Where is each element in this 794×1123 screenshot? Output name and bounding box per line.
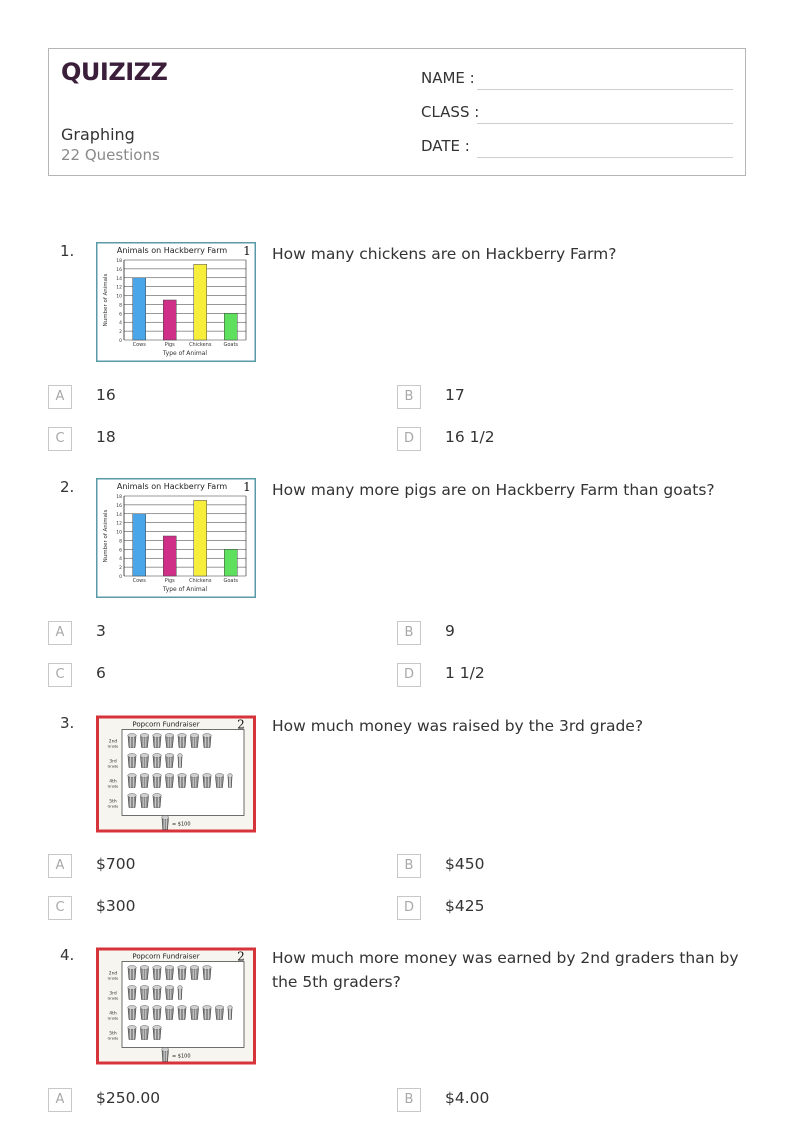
bucket-body bbox=[178, 1009, 186, 1020]
bar bbox=[194, 500, 207, 576]
x-tick-label: Cows bbox=[132, 342, 146, 348]
bar bbox=[163, 536, 176, 576]
bucket-body bbox=[203, 1009, 211, 1020]
popcorn-top bbox=[165, 966, 174, 970]
date-field[interactable] bbox=[421, 137, 733, 161]
popcorn-icon bbox=[140, 966, 149, 980]
popcorn-top bbox=[140, 734, 149, 738]
y-tick-label: 12 bbox=[116, 521, 122, 527]
popcorn-top bbox=[128, 794, 137, 798]
option-value: 18 bbox=[96, 428, 116, 446]
popcorn-icon bbox=[165, 986, 174, 1000]
bar bbox=[224, 549, 237, 576]
option-letter: B bbox=[397, 385, 421, 409]
worksheet-header bbox=[48, 48, 746, 176]
popcorn-top bbox=[153, 774, 162, 778]
y-tick-label: 14 bbox=[116, 276, 122, 282]
y-tick-label: 16 bbox=[116, 267, 122, 273]
y-tick-label: 0 bbox=[119, 339, 122, 344]
popcorn-top bbox=[153, 794, 162, 798]
popcorn-icon bbox=[203, 734, 212, 748]
row-label-sub: Grade bbox=[107, 764, 119, 769]
bucket-body bbox=[141, 797, 149, 808]
name-field[interactable] bbox=[421, 69, 733, 93]
popcorn-top bbox=[128, 1006, 137, 1010]
bar bbox=[224, 313, 237, 340]
y-tick-label: 14 bbox=[116, 512, 122, 518]
legend-text: = $100 bbox=[172, 1053, 191, 1060]
y-tick-label: 6 bbox=[119, 548, 122, 554]
popcorn-top bbox=[178, 734, 187, 738]
bucket-body bbox=[128, 1009, 136, 1020]
y-tick-label: 2 bbox=[119, 330, 122, 336]
popcorn-icon bbox=[178, 734, 187, 748]
chart-number: 1 bbox=[243, 244, 251, 258]
question-number: 1. bbox=[60, 242, 75, 260]
popcorn-icon bbox=[128, 794, 137, 808]
bucket-body bbox=[128, 737, 136, 748]
popcorn-icon bbox=[203, 774, 212, 788]
popcorn-icon bbox=[190, 734, 199, 748]
x-axis-label: Type of Animal bbox=[162, 586, 208, 593]
bucket-body bbox=[153, 969, 161, 980]
chart-number: 2 bbox=[237, 949, 245, 964]
bucket-body bbox=[191, 1009, 199, 1020]
row-label-sub: Grade bbox=[107, 804, 119, 809]
question-number: 4. bbox=[60, 946, 75, 964]
popcorn-top bbox=[178, 1006, 187, 1010]
row-label: 2nd bbox=[108, 739, 118, 745]
y-tick-label: 4 bbox=[119, 557, 122, 563]
bucket-body bbox=[141, 1009, 149, 1020]
popcorn-top bbox=[128, 734, 137, 738]
bar-chart-image bbox=[96, 478, 256, 598]
bucket-body bbox=[166, 969, 174, 980]
popcorn-icon bbox=[153, 966, 162, 980]
option-letter: A bbox=[48, 854, 72, 878]
popcorn-icon bbox=[128, 966, 137, 980]
option-letter: C bbox=[48, 427, 72, 451]
bucket-body bbox=[153, 777, 161, 788]
x-axis-label: Type of Animal bbox=[162, 350, 208, 357]
popcorn-icon bbox=[165, 734, 174, 748]
question-text: How much money was raised by the 3rd grade? bbox=[272, 717, 644, 735]
popcorn-top bbox=[153, 734, 162, 738]
bar bbox=[163, 300, 176, 340]
popcorn-top bbox=[153, 1006, 162, 1010]
popcorn-icon bbox=[153, 794, 162, 808]
option-value: 1 1/2 bbox=[445, 664, 485, 682]
popcorn-top bbox=[128, 966, 137, 970]
question-count: 22 Questions bbox=[61, 146, 160, 164]
option-value: 3 bbox=[96, 622, 106, 640]
worksheet-title: Graphing bbox=[61, 125, 135, 144]
chart-title: Popcorn Fundraiser bbox=[132, 720, 200, 729]
popcorn-top bbox=[140, 986, 149, 990]
popcorn-icon bbox=[140, 734, 149, 748]
popcorn-top bbox=[140, 774, 149, 778]
row-label-sub: Grade bbox=[107, 976, 119, 981]
bucket-body bbox=[191, 969, 199, 980]
popcorn-top bbox=[153, 966, 162, 970]
popcorn-icon bbox=[153, 734, 162, 748]
popcorn-top bbox=[165, 734, 174, 738]
popcorn-icon bbox=[153, 774, 162, 788]
bucket-body bbox=[128, 969, 136, 980]
name-label: NAME : bbox=[421, 69, 475, 87]
bucket-body bbox=[178, 969, 186, 980]
popcorn-icon bbox=[153, 754, 162, 768]
bucket-body bbox=[178, 737, 186, 748]
class-field[interactable] bbox=[421, 103, 733, 127]
popcorn-top bbox=[203, 966, 212, 970]
option-value: 16 1/2 bbox=[445, 428, 495, 446]
option-value: $250.00 bbox=[96, 1089, 161, 1107]
row-label: 3rd bbox=[109, 991, 117, 997]
y-tick-label: 8 bbox=[119, 303, 122, 309]
option-letter: A bbox=[48, 385, 72, 409]
popcorn-top bbox=[153, 986, 162, 990]
bucket-body bbox=[153, 737, 161, 748]
y-axis-label: Number of Animals bbox=[103, 273, 109, 327]
x-tick-label: Goats bbox=[223, 342, 239, 348]
popcorn-icon bbox=[140, 774, 149, 788]
pictograph-image bbox=[96, 714, 256, 834]
popcorn-icon bbox=[128, 1026, 137, 1040]
question-text: How many more pigs are on Hackberry Farm than goats? bbox=[272, 481, 715, 499]
popcorn-top bbox=[165, 774, 174, 778]
option-value: 16 bbox=[96, 386, 116, 404]
bar bbox=[133, 514, 146, 576]
y-tick-label: 18 bbox=[116, 259, 122, 264]
popcorn-top bbox=[215, 774, 224, 778]
row-label-sub: Grade bbox=[107, 784, 119, 789]
bucket-body bbox=[141, 777, 149, 788]
popcorn-icon-partial bbox=[228, 1006, 233, 1020]
popcorn-icon bbox=[128, 774, 137, 788]
y-tick-label: 4 bbox=[119, 321, 122, 327]
bucket-body bbox=[166, 989, 174, 1000]
row-label: 2nd bbox=[108, 971, 118, 977]
popcorn-icon bbox=[140, 1006, 149, 1020]
bucket-body bbox=[228, 777, 232, 788]
popcorn-top bbox=[203, 1006, 212, 1010]
legend-popcorn-icon bbox=[162, 816, 169, 830]
legend-text: = $100 bbox=[172, 821, 191, 828]
bucket-body bbox=[153, 1029, 161, 1040]
row-label-sub: Grade bbox=[107, 744, 119, 749]
y-axis-label: Number of Animals bbox=[103, 509, 109, 563]
popcorn-top bbox=[128, 774, 137, 778]
chart-title: Popcorn Fundraiser bbox=[132, 952, 200, 961]
popcorn-top bbox=[178, 754, 183, 758]
popcorn-icon bbox=[190, 966, 199, 980]
bucket-body bbox=[203, 777, 211, 788]
popcorn-icon bbox=[140, 754, 149, 768]
popcorn-icon bbox=[178, 774, 187, 788]
y-tick-label: 8 bbox=[119, 539, 122, 545]
row-label-sub: Grade bbox=[107, 1036, 119, 1041]
bucket-body bbox=[216, 1009, 224, 1020]
popcorn-icon bbox=[128, 986, 137, 1000]
date-label: DATE : bbox=[421, 137, 470, 155]
option-value: $425 bbox=[445, 897, 485, 915]
option-value: $700 bbox=[96, 855, 136, 873]
popcorn-icon bbox=[178, 966, 187, 980]
popcorn-icon bbox=[165, 774, 174, 788]
popcorn-top bbox=[140, 966, 149, 970]
bucket-body bbox=[141, 989, 149, 1000]
bucket-body bbox=[166, 1009, 174, 1020]
bucket-body bbox=[128, 777, 136, 788]
popcorn-icon bbox=[153, 986, 162, 1000]
y-tick-label: 10 bbox=[116, 530, 122, 536]
bucket-body bbox=[128, 1029, 136, 1040]
popcorn-top bbox=[178, 986, 183, 990]
y-tick-label: 16 bbox=[116, 503, 122, 509]
chart-title: Animals on Hackberry Farm bbox=[116, 482, 228, 491]
popcorn-top bbox=[128, 1026, 137, 1030]
bucket-body bbox=[141, 969, 149, 980]
popcorn-icon bbox=[165, 966, 174, 980]
question-text: How many chickens are on Hackberry Farm? bbox=[272, 245, 617, 263]
popcorn-icon bbox=[128, 1006, 137, 1020]
option-letter: B bbox=[397, 621, 421, 645]
bucket-body bbox=[128, 757, 136, 768]
option-letter: A bbox=[48, 1088, 72, 1112]
popcorn-top bbox=[162, 1048, 169, 1052]
row-label-sub: Grade bbox=[107, 996, 119, 1001]
option-value: $300 bbox=[96, 897, 136, 915]
popcorn-top bbox=[162, 816, 169, 820]
option-letter: C bbox=[48, 663, 72, 687]
popcorn-top bbox=[140, 1026, 149, 1030]
popcorn-top bbox=[165, 754, 174, 758]
bucket-body bbox=[191, 737, 199, 748]
popcorn-top bbox=[190, 966, 199, 970]
row-label: 4th bbox=[109, 1011, 117, 1017]
bucket-body bbox=[153, 989, 161, 1000]
bucket-body bbox=[228, 1009, 232, 1020]
bar bbox=[133, 278, 146, 340]
question-number: 3. bbox=[60, 714, 75, 732]
popcorn-icon bbox=[190, 1006, 199, 1020]
popcorn-top bbox=[128, 754, 137, 758]
popcorn-icon bbox=[128, 754, 137, 768]
option-value: 6 bbox=[96, 664, 106, 682]
popcorn-icon bbox=[190, 774, 199, 788]
popcorn-top bbox=[178, 966, 187, 970]
option-letter: D bbox=[397, 896, 421, 920]
popcorn-icon bbox=[140, 1026, 149, 1040]
bucket-body bbox=[162, 819, 168, 830]
chart-number: 1 bbox=[243, 480, 251, 494]
bucket-body bbox=[203, 969, 211, 980]
x-tick-label: Goats bbox=[223, 578, 239, 584]
bucket-body bbox=[153, 757, 161, 768]
popcorn-top bbox=[178, 774, 187, 778]
quizizz-logo: QUIZIZZ bbox=[61, 58, 168, 86]
class-line bbox=[477, 123, 733, 124]
bucket-body bbox=[166, 777, 174, 788]
bucket-body bbox=[153, 1009, 161, 1020]
question-text: How much more money was earned by 2nd graders than by the 5th graders? bbox=[272, 949, 739, 991]
legend-popcorn-icon bbox=[162, 1048, 169, 1062]
popcorn-icon-partial bbox=[228, 774, 233, 788]
popcorn-icon bbox=[165, 754, 174, 768]
row-label: 3rd bbox=[109, 759, 117, 765]
bucket-body bbox=[166, 757, 174, 768]
x-tick-label: Pigs bbox=[164, 342, 175, 348]
popcorn-icon bbox=[140, 794, 149, 808]
popcorn-top bbox=[190, 774, 199, 778]
bucket-body bbox=[153, 797, 161, 808]
option-letter: D bbox=[397, 663, 421, 687]
popcorn-icon bbox=[178, 1006, 187, 1020]
bar-chart-image bbox=[96, 242, 256, 362]
bucket-body bbox=[141, 737, 149, 748]
popcorn-top bbox=[190, 734, 199, 738]
x-tick-label: Pigs bbox=[164, 578, 175, 584]
popcorn-icon bbox=[203, 966, 212, 980]
bucket-body bbox=[166, 737, 174, 748]
popcorn-icon bbox=[215, 1006, 224, 1020]
bucket-body bbox=[178, 989, 182, 1000]
popcorn-icon-partial bbox=[178, 986, 183, 1000]
x-tick-label: Cows bbox=[132, 578, 146, 584]
bucket-body bbox=[141, 1029, 149, 1040]
option-value: 17 bbox=[445, 386, 465, 404]
popcorn-top bbox=[165, 1006, 174, 1010]
y-tick-label: 18 bbox=[116, 495, 122, 500]
row-label: 5th bbox=[109, 799, 117, 805]
popcorn-top bbox=[153, 1026, 162, 1030]
bucket-body bbox=[216, 777, 224, 788]
chart-title: Animals on Hackberry Farm bbox=[116, 246, 228, 255]
popcorn-icon bbox=[215, 774, 224, 788]
row-label: 5th bbox=[109, 1031, 117, 1037]
popcorn-icon bbox=[165, 1006, 174, 1020]
option-value: $4.00 bbox=[445, 1089, 490, 1107]
option-letter: C bbox=[48, 896, 72, 920]
pictograph-image bbox=[96, 946, 256, 1066]
bucket-body bbox=[128, 797, 136, 808]
popcorn-top bbox=[128, 986, 137, 990]
popcorn-top bbox=[203, 734, 212, 738]
popcorn-top bbox=[140, 754, 149, 758]
popcorn-top bbox=[228, 1006, 233, 1010]
popcorn-top bbox=[228, 774, 233, 778]
bucket-body bbox=[141, 757, 149, 768]
class-label: CLASS : bbox=[421, 103, 480, 121]
y-tick-label: 2 bbox=[119, 566, 122, 572]
popcorn-top bbox=[153, 754, 162, 758]
popcorn-icon bbox=[153, 1006, 162, 1020]
date-line bbox=[477, 157, 733, 158]
popcorn-top bbox=[140, 1006, 149, 1010]
x-tick-label: Chickens bbox=[189, 578, 212, 584]
row-label-sub: Grade bbox=[107, 1016, 119, 1021]
option-value: $450 bbox=[445, 855, 485, 873]
popcorn-icon bbox=[140, 986, 149, 1000]
y-tick-label: 6 bbox=[119, 312, 122, 318]
question-number: 2. bbox=[60, 478, 75, 496]
option-letter: D bbox=[397, 427, 421, 451]
x-tick-label: Chickens bbox=[189, 342, 212, 348]
popcorn-top bbox=[165, 986, 174, 990]
bucket-body bbox=[128, 989, 136, 1000]
bar bbox=[194, 264, 207, 340]
bucket-body bbox=[203, 737, 211, 748]
y-tick-label: 12 bbox=[116, 285, 122, 291]
row-label: 4th bbox=[109, 779, 117, 785]
name-line bbox=[477, 89, 733, 90]
y-tick-label: 10 bbox=[116, 294, 122, 300]
bucket-body bbox=[162, 1051, 168, 1062]
y-tick-label: 0 bbox=[119, 575, 122, 580]
chart-number: 2 bbox=[237, 717, 245, 732]
option-letter: A bbox=[48, 621, 72, 645]
popcorn-top bbox=[203, 774, 212, 778]
popcorn-icon-partial bbox=[178, 754, 183, 768]
popcorn-icon bbox=[153, 1026, 162, 1040]
option-letter: B bbox=[397, 1088, 421, 1112]
popcorn-icon bbox=[203, 1006, 212, 1020]
popcorn-top bbox=[190, 1006, 199, 1010]
popcorn-top bbox=[140, 794, 149, 798]
popcorn-icon bbox=[128, 734, 137, 748]
option-letter: B bbox=[397, 854, 421, 878]
bucket-body bbox=[191, 777, 199, 788]
bucket-body bbox=[178, 777, 186, 788]
popcorn-top bbox=[215, 1006, 224, 1010]
option-value: 9 bbox=[445, 622, 455, 640]
bucket-body bbox=[178, 757, 182, 768]
